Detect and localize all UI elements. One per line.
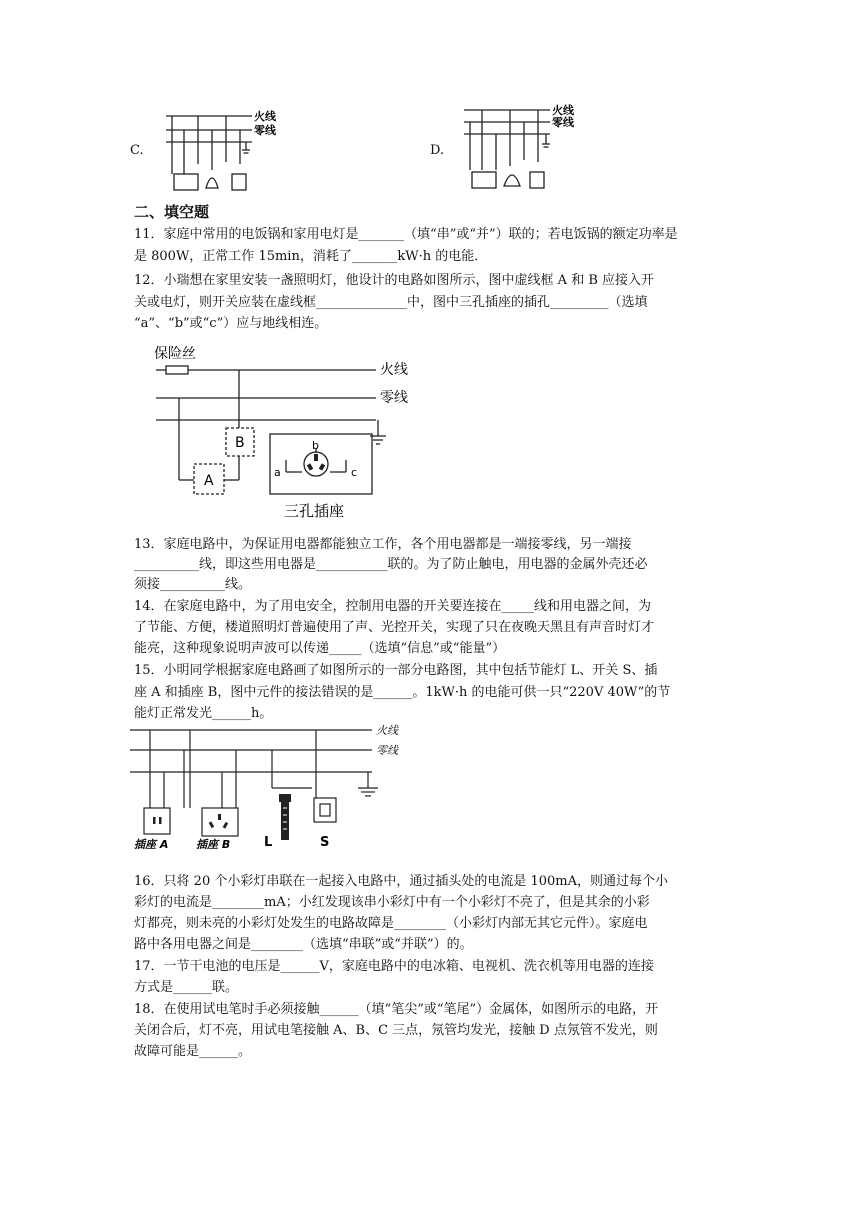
box-b-label: B [235,435,245,451]
hole-b-label: b [312,439,319,452]
box-a-label: A [204,473,214,489]
socket-label: 三孔插座 [284,502,345,520]
neutral-line-label: 零线 [552,116,574,129]
q18-line-3: 故障可能是______。 [134,1044,252,1059]
socket-b-label: 插座 B [196,838,231,851]
q15-line-3: 能灯正常发光______h。 [134,706,273,721]
q18-line-2: 关闭合后，灯不亮，用试电笔接触 A、B、C 三点，氖管均发光，接触 D 点氖管不发光，则 [134,1023,658,1038]
q15-line-2: 座 A 和插座 B，图中元件的接法错误的是______。1kW·h 的电能可供一只“220V 40W”的节 [134,685,671,700]
q12-line-1: 12．小瑞想在家里安装一盏照明灯，他设计的电路如图所示，图中虚线框 A 和 B 应接入开 [134,273,655,288]
q16-line-4: 路中各用电器之间是________（选填“串联”或“并联”）的。 [134,937,473,952]
fire-line-label: 火线 [254,110,276,123]
fire-line-label: 火线 [376,724,398,737]
q16-line-3: 灯都亮，则未亮的小彩灯处发生的电路故障是________（小彩灯内部无其它元件）。家庭电 [134,916,648,931]
q15-circuit-figure [126,722,426,862]
q15-line-1: 15．小明同学根据家庭电路画了如图所示的一部分电路图，其中包括节能灯 L、开关 S、插 [134,663,658,678]
neutral-line-label: 零线 [380,390,408,406]
option-d-circuit [458,98,588,196]
socket-a-label: 插座 A [134,838,169,851]
hole-c-label: c [351,466,358,479]
q13-line-2: __________线，即这些用电器是___________联的。为了防止触电，用电器的金属外壳还必 [134,557,648,572]
q14-line-1: 14．在家庭电路中，为了用电安全，控制用电器的开关要连接在_____线和用电器之间，为 [134,599,652,614]
q14-line-3: 能亮，这种现象说明声波可以传递_____（选填“信息”或“能量”） [134,641,506,656]
q11-line-1: 11．家庭中常用的电饭锅和家用电灯是_______（填“串”或“并”）联的；若电饭锅的额定功率是 [134,227,678,242]
fire-line-label: 火线 [552,104,574,117]
neutral-line-label: 零线 [254,124,276,137]
section-title: 二、填空题 [134,203,210,221]
option-d-label: D. [430,143,445,158]
q16-line-1: 16．只将 20 个小彩灯串联在一起接入电路中，通过插头处的电流是 100mA，则通过每个小 [134,874,669,889]
fire-line-label: 火线 [380,362,408,378]
q17-line-1: 17．一节干电池的电压是______V，家庭电路中的电冰箱、电视机、洗衣机等用电器的连接 [134,959,654,974]
q12-line-2: 关或电灯，则开关应装在虚线框______________中，图中三孔插座的插孔_________（选填 [134,295,648,310]
q13-line-1: 13．家庭电路中，为保证用电器都能独立工作，各个用电器都是一端接零线，另一端接 [134,537,632,552]
q17-line-2: 方式是______联。 [134,980,239,995]
hole-a-label: a [274,466,281,479]
q16-line-2: 彩灯的电流是________mA；小红发现该串小彩灯中有一个小彩灯不亮了，但是其余的小彩 [134,895,650,910]
q11-line-2: 是 800W，正常工作 15min，消耗了_______kW·h 的电能． [134,249,488,264]
option-c-circuit [160,104,290,196]
option-c-label: C. [130,143,144,158]
neutral-line-label: 零线 [376,744,398,757]
q13-line-3: 须接__________线。 [134,577,252,592]
fuse-label: 保险丝 [154,346,196,362]
q12-circuit-figure [146,340,436,530]
lamp-l-label: L [264,835,273,850]
q18-line-1: 18．在使用试电笔时手必须接触______（填“笔尖”或“笔尾”）金属体，如图所示的电路，开 [134,1002,659,1017]
q12-line-3: “a”、“b”或“c”）应与地线相连。 [134,316,328,331]
q14-line-2: 了节能、方便，楼道照明灯普遍使用了声、光控开关，实现了只在夜晚天黑且有声音时灯才 [134,620,655,635]
switch-s-label: S [320,835,330,850]
